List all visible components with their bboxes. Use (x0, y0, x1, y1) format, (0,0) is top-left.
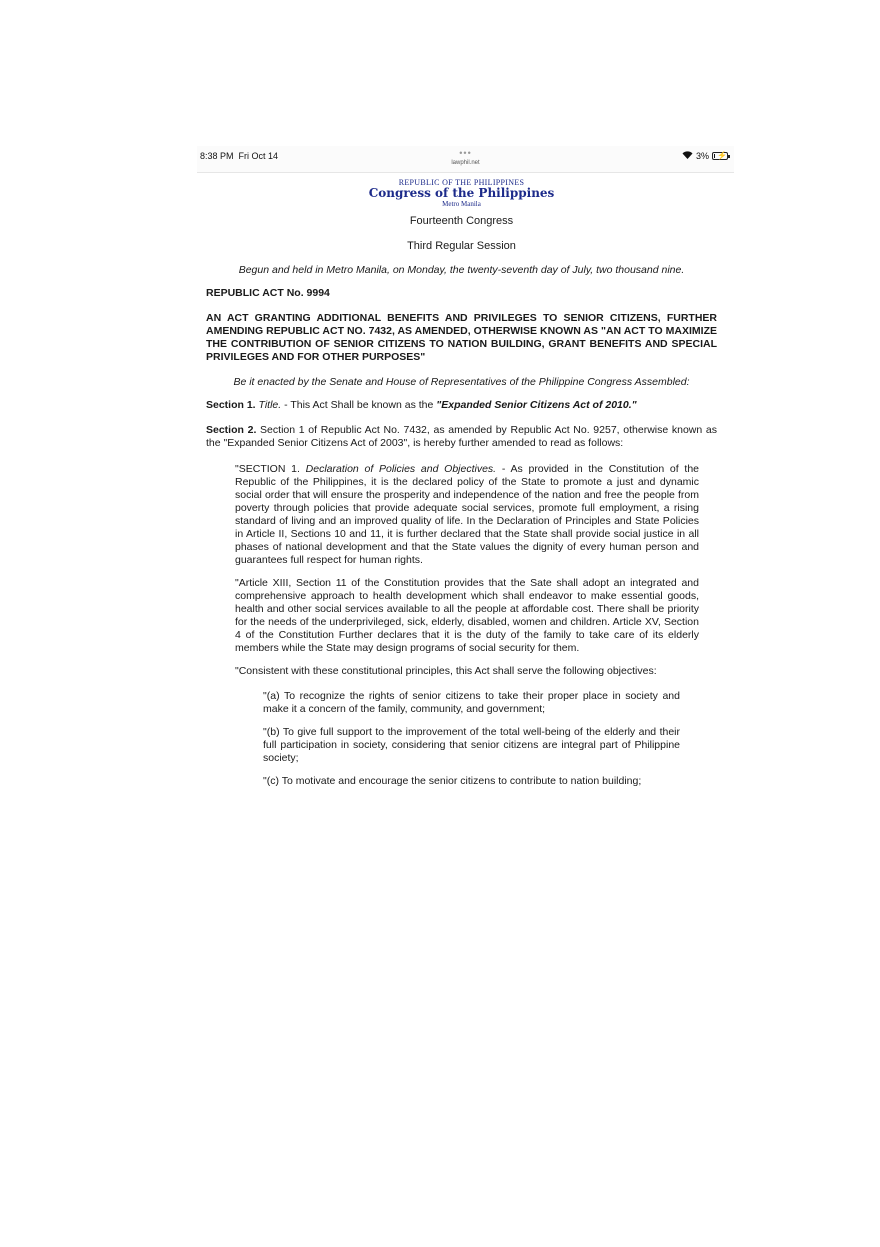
republic-line: REPUBLIC OF THE PHILIPPINES (398, 178, 525, 187)
section-1-act-name: "Expanded Senior Citizens Act of 2010." (436, 399, 637, 411)
article-xiii-paragraph: "Article XIII, Section 11 of the Constitution provides that the Sate shall adopt an integrated and comprehensive approach to health development which shall endeavor to make essential goods, health and other social services available to all the people at affordable cost. There shall be priority for the needs of the underprivileged, sick, elderly, disabled, women and children. Article XV, Section 4 of the Constitution Further declares that it is the duty of the family to take care of its elderly members while the State may design programs of social security for them. (235, 577, 699, 654)
wifi-icon (682, 151, 693, 161)
objective-b: "(b) To give full support to the improvement of the total well-being of the elderly and their full participation in society, considering that senior citizens are integral part of Philippine society; (263, 726, 680, 764)
time-text: 8:38 PM (200, 151, 234, 161)
more-dots-icon[interactable]: ••• (459, 148, 472, 158)
enacting-clause: Be it enacted by the Senate and House of Representatives of the Philippine Congress Assembled: (233, 376, 690, 388)
status-bar (197, 146, 734, 173)
document-header (206, 178, 717, 209)
section-1 (206, 399, 717, 412)
section-2 (206, 424, 717, 450)
objective-a: "(a) To recognize the rights of senior citizens to take their proper place in society and make it a concern of the family, community, and government; (263, 690, 680, 715)
act-number: REPUBLIC ACT No. 9994 (206, 287, 330, 299)
date-text: Fri Oct 14 (238, 151, 279, 161)
objectives-intro: "Consistent with these constitutional principles, this Act shall serve the following objectives: (235, 665, 657, 677)
document (206, 178, 717, 788)
section-2-label: Section 2. (206, 424, 257, 436)
battery-percent: 3% (695, 151, 709, 161)
battery-icon (712, 152, 728, 160)
charging-bolt-icon: ⚡ (717, 151, 727, 160)
quoted-section-text: - As provided in the Constitution of the Republic of the Philippines, it is the declared policy of the State to promote a just and dynamic social order that will ensure the prosperity and independence of the nation and free the people from poverty through policies that provide adequate social services, promote full employment, a rising standard of living and an improved quality of life. In the Declaration of Principles and State Policies in Article II, Sections 10 and 11, it is further declared that the State shall provide social justice in all phases of national development and that the State values the dignity of every human person and guarantees full respect for human rights. (235, 463, 700, 566)
status-indicators (682, 151, 728, 161)
congress-line: Congress of the Philippines (368, 186, 555, 200)
section-1-text: - This Act Shall be known as the (281, 399, 437, 411)
quoted-section-title: Declaration of Policies and Objectives. (305, 463, 497, 475)
section-1-title: Title. (258, 399, 282, 411)
quoted-section-1 (206, 463, 717, 567)
session: Third Regular Session (407, 240, 516, 252)
act-title: AN ACT GRANTING ADDITIONAL BENEFITS AND PRIVILEGES TO SENIOR CITIZENS, FURTHER AMENDING REPUBLIC ACT NO. 7432, AS AMENDED, OTHERWISE KNOWN AS "AN ACT TO MAXIMIZE THE CONTRIBUTION OF SENIOR CITIZENS TO NATION BUILDING, GRANT BENEFITS AND SPECIAL PRIVILEGES AND FOR OTHER PURPOSES" (206, 312, 717, 363)
battery-fill (714, 154, 715, 158)
address-area[interactable] (197, 149, 734, 166)
begun-line: Begun and held in Metro Manila, on Monday, the twenty-seventh day of July, two thousand nine. (238, 264, 685, 276)
section-1-label: Section 1. (206, 399, 256, 411)
section-2-text: Section 1 of Republic Act No. 7432, as amended by Republic Act No. 9257, otherwise known as the "Expanded Senior Citizens Act of 2003", is hereby further amended to read as follows: (206, 424, 717, 449)
congress-number: Fourteenth Congress (409, 215, 514, 227)
url-text[interactable]: lawphil.net (451, 160, 480, 166)
tablet-screen (197, 146, 734, 886)
location-line: Metro Manila (442, 200, 481, 208)
quoted-section-head: "SECTION 1. (235, 463, 306, 475)
objective-c: "(c) To motivate and encourage the senior citizens to contribute to nation building; (263, 775, 642, 787)
